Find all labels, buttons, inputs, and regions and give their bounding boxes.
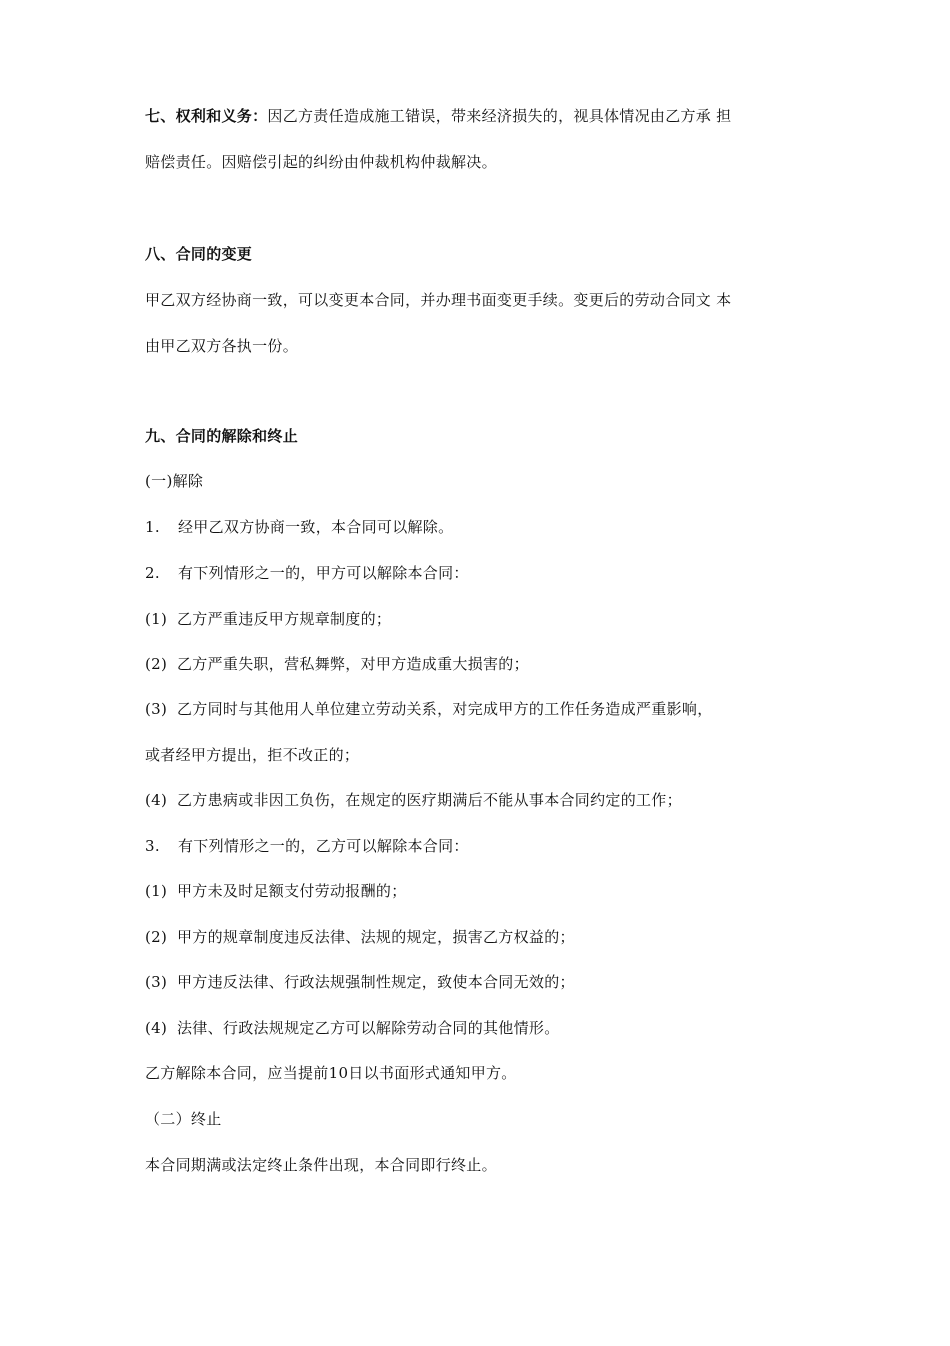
sub-item-text: 甲方的规章制度违反法律、法规的规定，损害乙方权益的； — [177, 928, 575, 946]
sub-item-b3 — [145, 972, 575, 992]
sub-item-b1 — [145, 881, 407, 901]
list-item-3 — [145, 836, 469, 856]
subsection-termination-by-rescission: (一)解除 — [145, 472, 204, 490]
list-item-text: 经甲乙双方协商一致，本合同可以解除。 — [178, 518, 454, 536]
list-item-1 — [145, 517, 453, 537]
sub-item-text: 乙方患病或非因工负伤，在规定的医疗期满后不能从事本合同约定的工作； — [177, 791, 682, 809]
sub-item-number: (4) — [145, 791, 168, 809]
list-item-text: 有下列情形之一的，乙方可以解除本合同： — [178, 837, 469, 855]
sub-item-number: (2) — [145, 655, 168, 673]
list-item-number: 2. — [145, 564, 160, 582]
sub-item-number: (3) — [145, 700, 168, 718]
sub-item-text: 甲方未及时足额支付劳动报酬的； — [177, 882, 407, 900]
sub-item-b2 — [145, 927, 575, 947]
sub-item-number: (4) — [145, 1019, 168, 1037]
clause-eight-heading: 八、合同的变更 — [145, 245, 253, 263]
clause-seven-line-2: 赔偿责任。因赔偿引起的纠纷由仲裁机构仲裁解决。 — [145, 153, 497, 171]
clause-seven-text-1: 因乙方责任造成施工错误，带来经济损失的，视具体情况由乙方承 担 — [267, 107, 732, 125]
sub-item-number: (3) — [145, 973, 168, 991]
sub-item-text: 乙方同时与其他用人单位建立劳动关系，对完成甲方的工作任务造成严重影响， — [177, 700, 713, 718]
clause-eight-line-2: 由甲乙双方各执一份。 — [145, 337, 299, 355]
list-item-2 — [145, 563, 469, 583]
subsection-termination: （二）终止 — [145, 1110, 222, 1128]
clause-seven-line-1 — [145, 106, 731, 126]
sub-item-b4 — [145, 1018, 560, 1038]
list-item-number: 3. — [145, 837, 160, 855]
sub-item-a1 — [145, 609, 391, 629]
clause-seven-heading: 七、权利和义务： — [145, 107, 268, 125]
sub-item-a4 — [145, 790, 682, 810]
sub-item-a3-continued: 或者经甲方提出，拒不改正的； — [145, 746, 360, 764]
rescission-notice: 乙方解除本合同，应当提前10日以书面形式通知甲方。 — [145, 1064, 517, 1082]
sub-item-text: 乙方严重失职，营私舞弊，对甲方造成重大损害的； — [177, 655, 529, 673]
clause-nine-heading: 九、合同的解除和终止 — [145, 427, 299, 445]
clause-eight-line-1: 甲乙双方经协商一致，可以变更本合同，并办理书面变更手续。变更后的劳动合同文 本 — [145, 291, 732, 309]
sub-item-text: 法律、行政法规规定乙方可以解除劳动合同的其他情形。 — [177, 1019, 560, 1037]
sub-item-number: (1) — [145, 882, 168, 900]
sub-item-text: 甲方违反法律、行政法规强制性规定，致使本合同无效的； — [177, 973, 575, 991]
sub-item-a2 — [145, 654, 529, 674]
sub-item-a3 — [145, 699, 713, 719]
termination-text: 本合同期满或法定终止条件出现，本合同即行终止。 — [145, 1156, 497, 1174]
list-item-text: 有下列情形之一的，甲方可以解除本合同： — [178, 564, 469, 582]
sub-item-text: 乙方严重违反甲方规章制度的； — [177, 610, 392, 628]
sub-item-number: (2) — [145, 928, 168, 946]
sub-item-number: (1) — [145, 610, 168, 628]
list-item-number: 1. — [145, 518, 160, 536]
